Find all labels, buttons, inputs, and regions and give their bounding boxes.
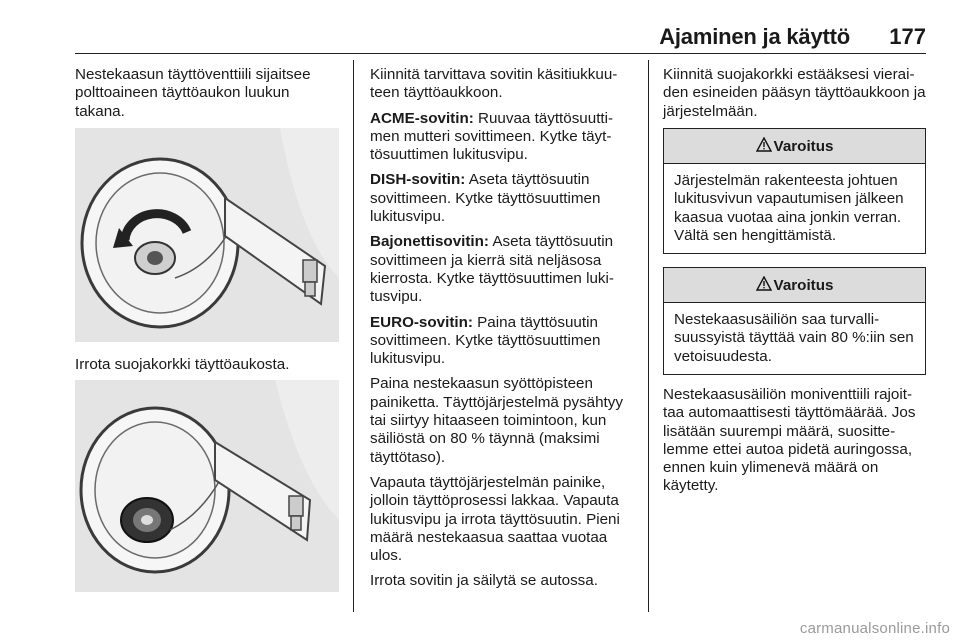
warning-text-2: Nestekaasusäiliön saa turvallisuussyistä täyttää vain 80 %:iin sen vetoisuudesta.	[674, 311, 914, 365]
column-1-caption-block	[75, 356, 343, 381]
warning-box-1	[663, 128, 926, 254]
warning-triangle-icon	[756, 276, 772, 295]
euro-adapter-text: Paina täyttösuutin sovittimeen. Kytke täyttösuuttimen lukitusvipu.	[370, 313, 601, 368]
header-divider	[75, 53, 926, 54]
fuel-flap-open-illustration	[75, 128, 339, 342]
bayonet-adapter-text: Aseta täyttösuutin sovittimeen ja kierrä sitä neljäsosa kierrosta. Kytke täyttösuuttimen lukitusvipu.	[370, 233, 614, 306]
column-divider-left	[353, 60, 354, 612]
page-number: 177	[889, 24, 926, 49]
dish-adapter-paragraph	[370, 171, 635, 226]
acme-adapter-paragraph	[370, 110, 635, 165]
bayonet-adapter-label: Bajonettisovitin:	[370, 233, 489, 251]
protective-cap-paragraph: Kiinnitä suojakorkki estääksesi vieraiden esineiden pääsyn täyttöaukkoon ja järjestelmään.	[663, 66, 926, 120]
column-divider-right	[648, 60, 649, 612]
column-1	[75, 66, 343, 128]
page-header-title: Ajaminen ja käyttö	[659, 24, 850, 49]
remove-cap-caption: Irrota suojakorkki täyttöaukosta.	[75, 356, 290, 373]
warning-box-2	[663, 267, 926, 375]
column-3	[663, 66, 926, 128]
acme-adapter-label: ACME-sovitin:	[370, 109, 474, 127]
adapter-intro: Kiinnitä tarvittava sovitin käsitiukkuuteen täyttöaukkoon.	[370, 66, 618, 102]
bayonet-adapter-paragraph	[370, 233, 635, 306]
release-paragraph: Vapauta täyttöjärjestelmän painike, jolloin täyttöprosessi lakkaa. Vapauta lukitusvipu ja irrota täyttösuutin. Pieni määrä nestekaasua saattaa vuotaa ulos.	[370, 473, 620, 565]
watermark: carmanualsonline.info	[799, 620, 950, 637]
acme-adapter-text: Ruuvaa täyttösuuttimen mutteri sovittimeen. Kytke täyttösuuttimen lukitusvipu.	[370, 109, 614, 164]
dish-adapter-label: DISH-sovitin:	[370, 171, 466, 189]
multivalve-paragraph: Nestekaasusäiliön moniventtiili rajoittaa automaattisesti täyttömäärää. Jos lisätään suurempi määrä, suosittelemme ettei autoa pidetä auringossa, ennen kuin ylimenevä määrä on käytetty.	[663, 386, 916, 495]
warning-triangle-icon	[756, 137, 772, 156]
warning-header-2	[664, 268, 925, 303]
column-3-final-block	[663, 386, 926, 503]
euro-adapter-label: EURO-sovitin:	[370, 313, 473, 331]
column-2	[370, 66, 635, 598]
filling-paragraph: Paina nestekaasun syöttöpisteen painiketta. Täyttöjärjestelmä pysähtyy tai siirtyy hitaaseen toimintoon, kun säiliöstä on 80 % täynnä (maksimi täyttötaso).	[370, 375, 623, 466]
warning-title-1: Varoitus	[773, 137, 834, 155]
euro-adapter-paragraph	[370, 314, 635, 369]
warning-header-1	[664, 129, 925, 164]
warning-title-2: Varoitus	[773, 276, 834, 294]
warning-text-1: Järjestelmän rakenteesta johtuen lukitusvivun vapautumisen jälkeen kaasua vuotaa aina jonkin verran. Vältä sen hengittämistä.	[674, 172, 904, 244]
remove-adapter-paragraph: Irrota sovitin ja säilytä se autossa.	[370, 572, 598, 590]
dish-adapter-text: Aseta täyttösuutin sovittimeen. Kytke täyttösuuttimen lukitusvipu.	[370, 171, 601, 226]
valve-location-paragraph: Nestekaasun täyttöventtiili sijaitsee polttoaineen täyttöaukon luukun takana.	[75, 66, 311, 120]
adapter-mounted-illustration	[75, 380, 339, 592]
